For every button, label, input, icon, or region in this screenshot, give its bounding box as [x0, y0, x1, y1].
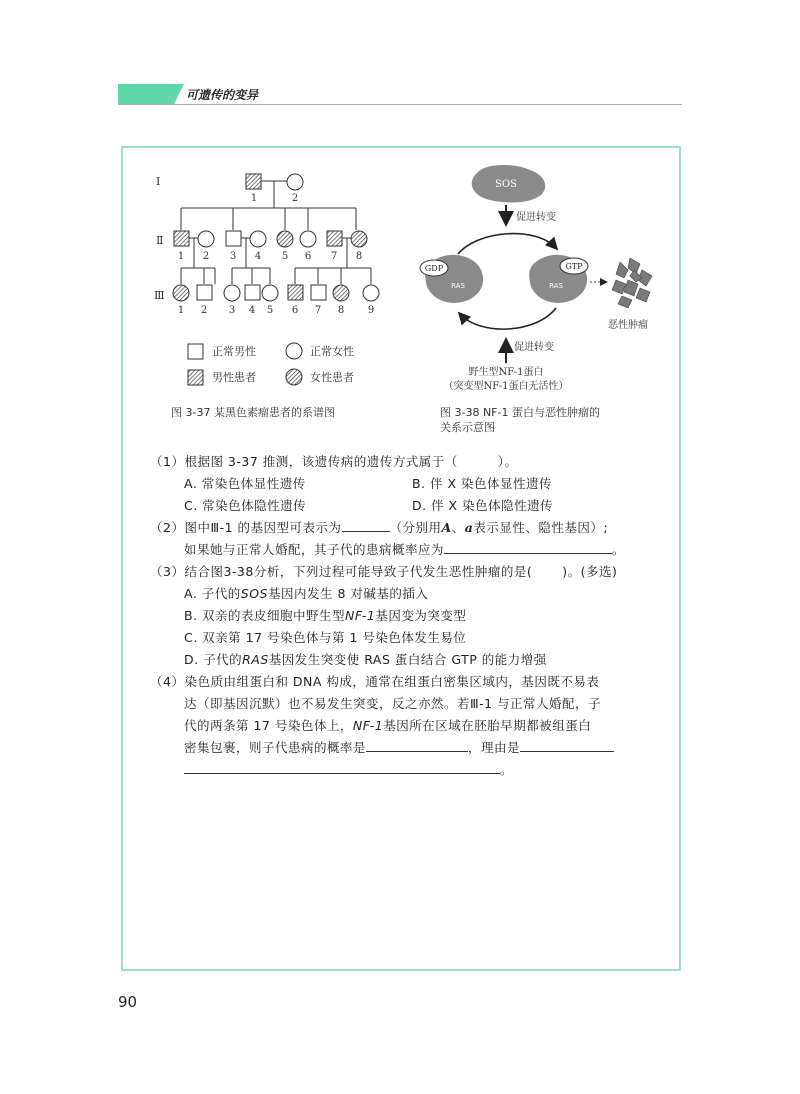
legend-normal-male-symbol: [188, 344, 203, 359]
gen2-affected-male-7: [327, 231, 342, 246]
q2-line1: [150, 518, 608, 536]
gen3-affected-female-1: [173, 285, 189, 301]
legend-affected-female-label: 女性患者: [310, 371, 354, 384]
q3-stem-end: )。(多选): [562, 564, 618, 579]
gen2-normal-female-2: [198, 231, 214, 247]
gen1-num-2: 2: [291, 193, 299, 204]
q1-option-d: D. 伴 X 染色体隐性遗传: [412, 498, 554, 513]
gen2-affected-male-1: [174, 231, 189, 246]
q2-part1: （2）图中Ⅲ-1 的基因型可表示为: [150, 520, 342, 535]
q4-line4: [184, 738, 614, 756]
gen2-num-7: 7: [330, 251, 338, 262]
gen1-normal-female: [287, 174, 303, 190]
nf1-line2: （突变型NF-1蛋白无活性）: [443, 381, 569, 392]
gen2-affected-female-8: [351, 231, 367, 247]
promote-bottom-label: 促进转变: [514, 342, 554, 353]
gen3-num-9: 9: [367, 305, 375, 316]
q4-line5: [184, 760, 513, 778]
gen3-num-1: 1: [177, 305, 185, 316]
q2-sym-recessive: a: [464, 520, 474, 535]
q2-line2: [184, 540, 625, 558]
q3-option-b-pre: B. 双亲的表皮细胞中野生型: [184, 608, 346, 623]
gen3-num-4: 4: [248, 305, 256, 316]
q1-stem-end: ）。: [497, 454, 518, 469]
nf1-schematic: [410, 158, 660, 394]
q1-stem-text: （1）根据图 3-37 推测，该遗传病的遗传方式属于（: [150, 454, 458, 469]
q3-option-a-gene: SOS: [240, 586, 268, 601]
ras-left-label: RAS: [451, 282, 465, 290]
gen2-num-3: 3: [229, 251, 237, 262]
gen2-normal-male-3: [226, 231, 241, 246]
q1-option-a: A. 常染色体显性遗传: [184, 476, 306, 491]
q1-option-b: B. 伴 X 染色体显性遗传: [412, 476, 553, 491]
top-cycle-arrow: [458, 234, 556, 254]
q2-sym-dominant: A: [441, 520, 452, 535]
q4-line2: 达（即基因沉默）也不易发生突变，反之亦然。若Ⅲ-1 与正常人婚配，子: [184, 696, 602, 711]
bottom-cycle-arrow: [460, 308, 556, 329]
q3-option-b: [184, 606, 466, 624]
gen2-num-4: 4: [254, 251, 262, 262]
tumor-cluster: [612, 258, 652, 308]
header-accent-tip: [174, 84, 184, 104]
gen3-num-7: 7: [314, 305, 322, 316]
q3-option-d-pre: D. 子代的: [184, 652, 243, 667]
ras-right-label: RAS: [549, 282, 563, 290]
q2-sep: 、: [451, 520, 465, 535]
q4-line4-mid: ，理由是: [468, 740, 521, 755]
gen3-num-6: 6: [291, 305, 299, 316]
tumor-label: 恶性肿瘤: [608, 320, 648, 331]
gen-label-1: Ⅰ: [156, 175, 161, 188]
q3-option-b-post: 基因变为突变型: [375, 608, 467, 623]
sos-label: SOS: [495, 179, 517, 190]
q4-line4-pre: 密集包裹，则子代患病的概率是: [184, 740, 367, 755]
gen3-num-8: 8: [337, 305, 345, 316]
legend-affected-female-symbol: [286, 369, 302, 385]
q1-option-c: C. 常染色体隐性遗传: [184, 498, 307, 513]
pedigree-chart: [150, 160, 390, 400]
q3-option-a: [184, 584, 428, 602]
gen2-affected-female-5: [277, 231, 293, 247]
gen-label-2: Ⅱ: [156, 234, 164, 247]
page-number: 90: [118, 993, 138, 1011]
q2-probability-blank[interactable]: [444, 541, 612, 554]
nf1-line1: 野生型NF-1蛋白: [468, 367, 544, 378]
q2-line2-text: 如果她与正常人婚配，其子代的患病概率应为: [184, 542, 445, 557]
fig37-caption: 图 3-37 某黑色素瘤患者的系谱图: [171, 406, 335, 419]
q1-stem: [150, 452, 518, 470]
gen2-normal-female-4: [250, 231, 266, 247]
gen3-num-2: 2: [200, 305, 208, 316]
gen3-normal-male-4: [245, 285, 260, 300]
gdp-label: GDP: [424, 264, 444, 273]
gtp-label: GTP: [565, 262, 583, 271]
gen2-num-6: 6: [304, 251, 312, 262]
gen3-normal-male-2: [197, 285, 212, 300]
gen3-normal-female-9: [363, 285, 379, 301]
gen2-num-5: 5: [281, 251, 289, 262]
q4-line3-gene: NF-1: [352, 718, 384, 733]
legend-affected-male-symbol: [188, 370, 203, 385]
gen3-affected-female-8: [333, 285, 349, 301]
gen3-normal-female-5: [262, 285, 278, 301]
q4-line5-end: 。: [500, 762, 514, 777]
gen2-num-8: 8: [355, 251, 363, 262]
q4-line3: [184, 716, 591, 734]
q4-probability-blank[interactable]: [366, 739, 468, 752]
q3-option-a-pre: A. 子代的: [184, 586, 241, 601]
gen-label-3: Ⅲ: [154, 289, 165, 302]
header-rule: [118, 104, 682, 105]
gen1-affected-male: [246, 174, 261, 189]
gen3-num-5: 5: [266, 305, 274, 316]
legend-normal-female-symbol: [286, 343, 302, 359]
q3-option-c: C. 双亲第 17 号染色体与第 1 号染色体发生易位: [184, 630, 467, 645]
section-title: 可遗传的变异: [186, 88, 259, 102]
q2-genotype-blank[interactable]: [342, 519, 390, 532]
q4-line3-pre: 代的两条第 17 号染色体上，: [184, 718, 353, 733]
q3-option-b-gene: NF-1: [345, 608, 376, 623]
q4-reason-blank-2[interactable]: [184, 761, 500, 774]
q3-stem-text: （3）结合图3-38分析，下列过程可能导致子代发生恶性肿瘤的是(: [150, 564, 533, 579]
q2-line2-end: 。: [612, 542, 626, 557]
q2-part2: （分别用: [389, 520, 442, 535]
gen1-num-1: 1: [250, 193, 258, 204]
q4-line3-post: 基因所在区域在胚胎早期都被组蛋白: [383, 718, 592, 733]
q3-option-d-gene: RAS: [242, 652, 269, 667]
q3-option-d: [184, 650, 547, 668]
gen3-normal-female-3: [224, 285, 240, 301]
gen3-normal-male-7: [311, 285, 326, 300]
fig38-caption-line1: 图 3-38 NF-1 蛋白与恶性肿瘤的: [440, 406, 600, 419]
q3-stem: [150, 562, 617, 580]
fig38-caption-line2: 关系示意图: [440, 421, 495, 434]
gen3-affected-male-6: [288, 285, 303, 300]
q4-reason-blank-1[interactable]: [520, 739, 614, 752]
legend-normal-male-label: 正常男性: [212, 345, 256, 358]
legend-normal-female-label: 正常女性: [310, 345, 354, 358]
promote-top-label: 促进转变: [516, 212, 556, 223]
gen2-num-1: 1: [177, 251, 185, 262]
gen2-num-2: 2: [202, 251, 210, 262]
q4-line1: （4）染色质由组蛋白和 DNA 构成，通常在组蛋白密集区域内，基因既不易表: [150, 674, 600, 689]
q3-option-a-post: 基因内发生 8 对碱基的插入: [268, 586, 429, 601]
header-accent-bar: [118, 84, 174, 104]
q2-part3: 表示显性、隐性基因）;: [473, 520, 609, 535]
gen3-num-3: 3: [228, 305, 236, 316]
gen2-normal-female-6: [300, 231, 316, 247]
legend-affected-male-label: 男性患者: [212, 371, 256, 384]
q3-option-d-post: 基因发生突变使 RAS 蛋白结合 GTP 的能力增强: [268, 652, 547, 667]
